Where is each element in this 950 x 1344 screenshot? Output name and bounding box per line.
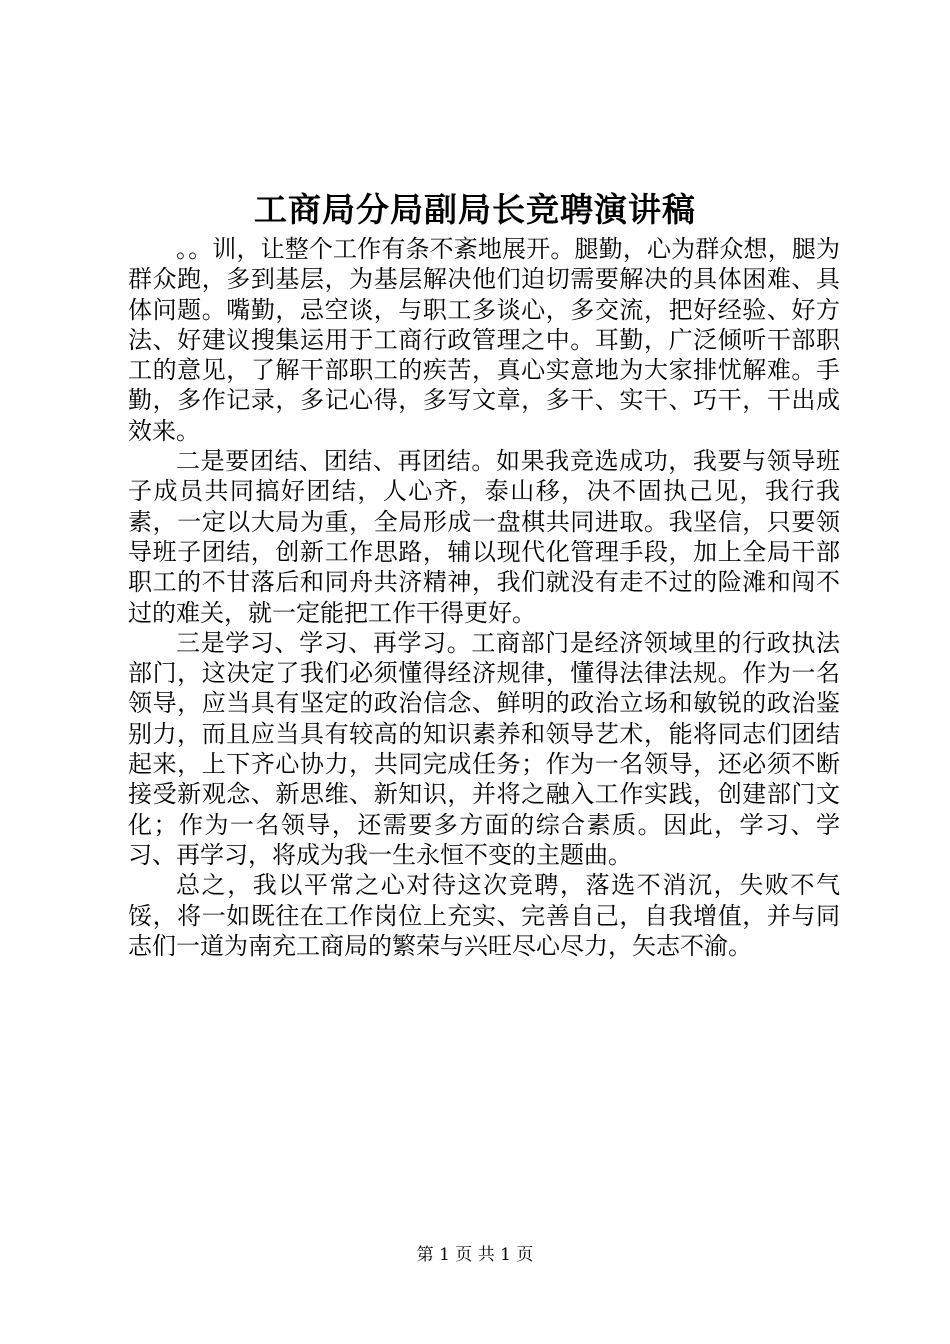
paragraph-4: 总之，我以平常之心对待这次竞聘，落选不消沉，失败不气馁，将一如既往在工作岗位上充实、完善自己，自我增值，并与同志们一道为南充工商局的繁荣与兴旺尽心尽力，矢志不渝。 [128,871,840,960]
document-title: 工商局分局副局长竞聘演讲稿 [254,190,696,229]
paragraph-1: 。。训，让整个工作有条不紊地展开。腿勤，心为群众想，腿为群众跑，多到基层，为基层解决他们迫切需要解决的具体困难、具体问题。嘴勤，忌空谈，与职工多谈心，多交流，把好经验、好方法、好建议搜集运用于工商行政管理之中。耳勤，广泛倾听干部职工的意见，了解干部职工的疾苦，真心实意地为大家排忧解难。手勤，多作记录，多记心得，多写文章，多干、实干、巧干，干出成效来。 [128,235,840,445]
document-body [128,234,840,961]
paragraph-2: 二是要团结、团结、再团结。如果我竞选成功，我要与领导班子成员共同搞好团结，人心齐，泰山移，决不固执己见，我行我素，一定以大局为重，全局形成一盘棋共同进取。我坚信，只要领导班子团结，创新工作思路，辅以现代化管理手段，加上全局干部职工的不甘落后和同舟共济精神，我们就没有走不过的险滩和闯不过的难关，就一定能把工作干得更好。 [128,447,840,627]
page-footer: 第 1 页 共 1 页 [416,1245,534,1265]
paragraph-3: 三是学习、学习、再学习。工商部门是经济领域里的行政执法部门，这决定了我们必须懂得经济规律，懂得法律法规。作为一名领导，应当具有坚定的政治信念、鲜明的政治立场和敏锐的政治鉴别力，而且应当具有较高的知识素养和领导艺术，能将同志们团结起来，上下齐心协力，共同完成任务；作为一名领导，还必须不断接受新观念、新思维、新知识，并将之融入工作实践，创建部门文化；作为一名领导，还需要多方面的综合素质。因此，学习、学习、再学习，将成为我一生永恒不变的主题曲。 [128,628,840,869]
